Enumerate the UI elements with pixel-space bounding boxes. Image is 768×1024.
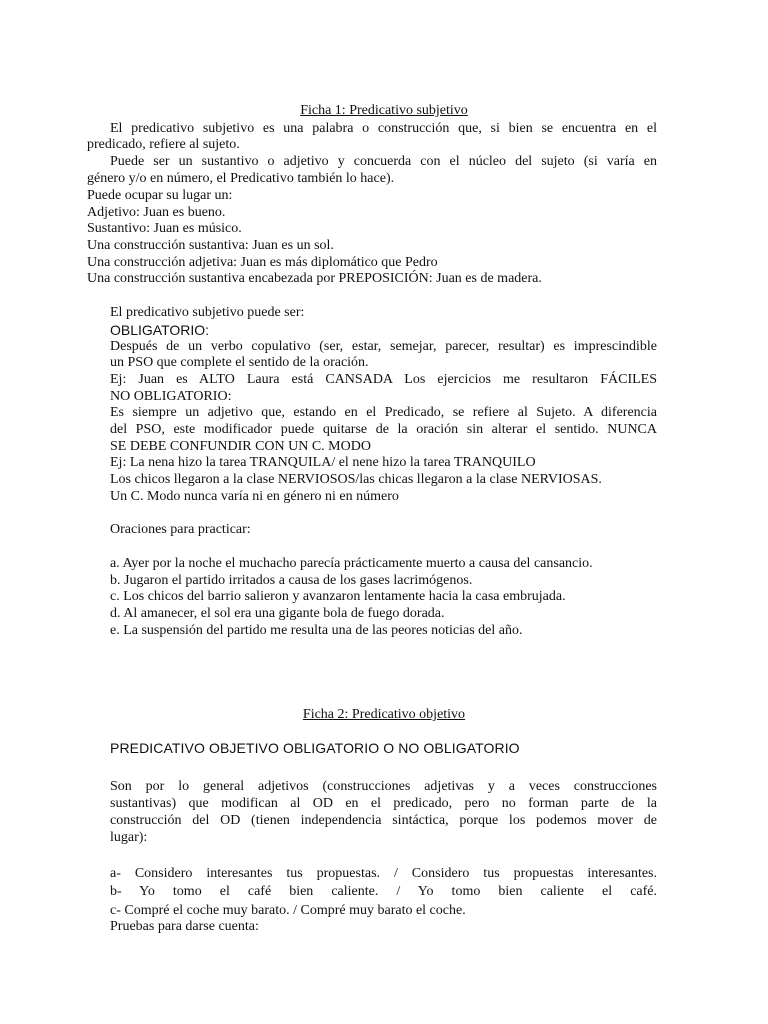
ficha1-example-construccion-sustantiva: Una construcción sustantiva: Juan es un sol. (87, 238, 334, 253)
ficha1-puede-ser: El predicativo subjetivo puede ser: (110, 305, 305, 320)
ficha1-paragraph2-line1: Puede ser un sustantivo o adjetivo y concuerda con el núcleo del sujeto (si varía en (110, 154, 657, 169)
ficha1-no-obligatorio-line3: SE DEBE CONFUNDIR CON UN C. MODO (110, 439, 371, 454)
ficha1-no-obligatorio-heading: NO OBLIGATORIO: (110, 389, 232, 404)
practice-item-d: d. Al amanecer, el sol era una gigante bola de fuego dorada. (110, 606, 445, 621)
ficha1-paragraph1-line2: predicado, refiere al sujeto. (87, 137, 240, 152)
ficha1-obligatorio-line1: Después de un verbo copulativo (ser, estar, semejar, parecer, resultar) es imprescindible (110, 339, 657, 354)
ficha2-title: Ficha 2: Predicativo objetivo (302, 707, 466, 722)
ficha2-example-a: a- Considero interesantes tus propuestas. / Considero tus propuestas interesantes. (110, 866, 657, 881)
ficha2-paragraph-line2: sustantivas) que modifican al OD en el predicado, pero no forman parte de la (110, 796, 657, 811)
practice-item-c: c. Los chicos del barrio salieron y avanzaron lentamente hacia la casa embrujada. (110, 589, 566, 604)
ficha1-paragraph2-line2: género y/o en número, el Predicativo también lo hace). (87, 171, 395, 186)
ficha2-heading: PREDICATIVO OBJETIVO OBLIGATORIO O NO OBLIGATORIO (110, 740, 520, 756)
ficha2-paragraph-line4: lugar): (110, 830, 148, 845)
ficha1-no-obligatorio-example: Ej: La nena hizo la tarea TRANQUILA/ el nene hizo la tarea TRANQUILO (110, 455, 536, 470)
ficha1-no-obligatorio-line2: del PSO, este modificador puede quitarse de la oración sin alterar el sentido. NUNCA (110, 422, 657, 437)
ficha1-example-adjetivo: Adjetivo: Juan es bueno. (87, 205, 226, 220)
practice-item-b: b. Jugaron el partido irritados a causa de los gases lacrimógenos. (110, 573, 473, 588)
practice-item-e: e. La suspensión del partido me resulta una de las peores noticias del año. (110, 623, 523, 638)
ficha2-example-b: b- Yo tomo el café bien caliente. / Yo tomo bien caliente el café. (110, 884, 657, 899)
ficha1-example-sustantivo: Sustantivo: Juan es músico. (87, 221, 242, 236)
ficha2-paragraph-line3: construcción del OD (tienen independencia sintáctica, porque los podemos mover de (110, 813, 657, 828)
ficha2-pruebas: Pruebas para darse cuenta: (110, 919, 259, 934)
ficha1-no-obligatorio-modo: Un C. Modo nunca varía ni en género ni en número (110, 489, 399, 504)
ficha1-no-obligatorio-chicos: Los chicos llegaron a la clase NERVIOSOS/las chicas llegaron a la clase NERVIOSAS. (110, 472, 602, 487)
ficha2-example-c: c- Compré el coche muy barato. / Compré muy barato el coche. (110, 903, 466, 918)
ficha1-title: Ficha 1: Predicativo subjetivo (300, 103, 468, 118)
practice-item-a: a. Ayer por la noche el muchacho parecía prácticamente muerto a causa del cansancio. (110, 556, 593, 571)
ficha1-obligatorio-heading: OBLIGATORIO: (110, 322, 210, 338)
ficha1-obligatorio-example: Ej: Juan es ALTO Laura está CANSADA Los ejercicios me resultaron FÁCILES (110, 372, 657, 387)
ficha1-obligatorio-line2: un PSO que complete el sentido de la oración. (110, 355, 369, 370)
ficha1-practicar-heading: Oraciones para practicar: (110, 522, 251, 537)
ficha2-paragraph-line1: Son por lo general adjetivos (construcciones adjetivas y a veces construcciones (110, 779, 657, 794)
ficha1-paragraph1-line1: El predicativo subjetivo es una palabra o construcción que, si bien se encuentra en el (110, 121, 657, 136)
ficha1-example-preposicion: Una construcción sustantiva encabezada por PREPOSICIÓN: Juan es de madera. (87, 271, 542, 286)
ficha1-no-obligatorio-line1: Es siempre un adjetivo que, estando en el Predicado, se refiere al Sujeto. A diferencia (110, 405, 657, 420)
ficha1-example-construccion-adjetiva: Una construcción adjetiva: Juan es más diplomático que Pedro (87, 255, 438, 270)
ficha1-ocupar-label: Puede ocupar su lugar un: (87, 188, 233, 203)
